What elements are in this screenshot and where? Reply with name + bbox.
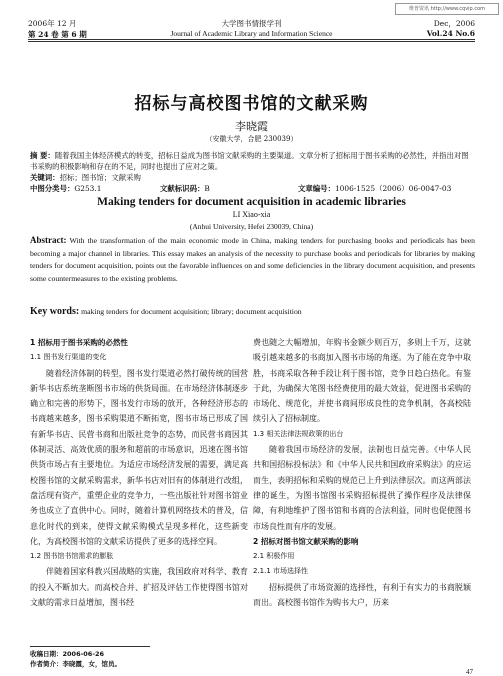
footnote-received xyxy=(30,649,104,658)
body-column-left xyxy=(30,335,248,610)
bio-text: 李晓霞，女，馆员。 xyxy=(62,660,121,668)
body-paragraph: 随着经济体制的转型，图书发行渠道必然打破传统的国营新华书店系统垄断图书市场的供货局面。在市场经济体制逐步确立和完善的形势下，图书发行市场的放开，各种经济形态的书商越来越多，图书采购渠道不断拓宽，图书市场已形成了国有新华书店、民营书商和出版社竞争的态势，而民营书商因其体制灵活、高效优质的服务和超前的市场意识，迅速在图书馆供货市场占有主要地位。为适应市场经济发展的需要，满足高校图书馆的文献采购需求，新华书店对旧有的体制进行改组，盘活现有资产，重塑企业的竞争力，一些出版社针对图书馆业务也成立了直供中心。同时，随着计算机网络技术的普及，信息化时代的到来，使得文献采购模式呈现多样化，这些新变化，为高校图书馆的文献采访提供了更多的选择空间。 xyxy=(30,368,248,546)
english-abstract xyxy=(30,234,475,285)
footnote-rule xyxy=(30,646,150,647)
header-rule xyxy=(28,39,475,42)
article-no-value: 1006-1525（2006）06-0047-03 xyxy=(334,184,452,193)
english-author: LI Xiao-xia xyxy=(232,210,271,219)
footnote-author-bio xyxy=(30,659,121,668)
english-affiliation: (Anhui University, Hefei 230039, China) xyxy=(189,222,314,231)
header-date-en: Dec，2006 xyxy=(433,19,475,28)
clc-value: G253.1 xyxy=(74,184,102,193)
english-keywords xyxy=(30,306,475,317)
doccode-label: 文献标识码： xyxy=(160,184,205,193)
abstract-text: 随着我国主体经济模式的转变，招标日益成为图书馆文献采购的主要渠道。文章分析了招标用于图书采购的必然性，并指出对图书采购的积极影响和存在的不足，同时也提出了应对之策。 xyxy=(30,151,469,171)
article-no-label: 文章编号： xyxy=(298,184,335,193)
received-date: 2006-06-26 xyxy=(62,650,105,658)
doccode-value: B xyxy=(204,184,210,193)
english-abstract-text: With the transformation of the main economic mode in China, making tenders for purchasing books and periodicals has been becoming a major channel in libraries. This essay makes an analysis of the necessity to purchase books and periodicals for libraries by making tenders for document acquisition, points out the favorable influences on and some deficiencies in the library document acquisition, and presents some countermeasures to the existing problems. xyxy=(30,236,475,283)
page-number: 47 xyxy=(466,668,473,676)
section-heading: 2.1.1 市场选择性 xyxy=(253,567,309,576)
author-affiliation: （安徽大学，合肥 230039） xyxy=(205,135,298,143)
author-name: 李晓霞 xyxy=(235,120,268,133)
abstract-cn xyxy=(30,150,475,172)
header-journal-cn: 大学图书情报学刊 xyxy=(221,19,282,28)
body-paragraph: 伴随着国家科教兴国战略的实施，我国政府对科学、教育的投入不断加大。而高校合并、扩招及评估工作使得图书馆对文献的需求日益增加，图书经 xyxy=(30,567,248,608)
body-paragraph: 随着我国市场经济的发展，法制也日益完善。《中华人民共和国招标投标法》和《中华人民共和国政府采购法》的应运而生，表明招标和采购的规范已上升到法律层次。而这两部法律的诞生，为图书馆图书采购招标提供了操作程序及法律保障，有利地维护了图书馆和书商的合法利益，同时也促使图书市场良性而有序的发展。 xyxy=(253,445,471,531)
clc-label: 中图分类号： xyxy=(30,184,75,193)
section-heading: 1 招标用于图书采购的必然性 xyxy=(30,338,128,347)
body-paragraph: 招标提供了市场资源的选择性，有利于有实力的书商脱颖而出。高校图书馆作为购书大户，历来 xyxy=(253,582,471,608)
keywords-cn xyxy=(30,172,475,183)
watermark: 维普资讯 http://www.cqvip.com xyxy=(395,3,499,15)
body-column-right xyxy=(253,335,471,610)
bio-label: 作者简介： xyxy=(30,660,63,668)
english-abstract-label: Abstract: xyxy=(30,235,67,245)
english-keywords-label: Key words: xyxy=(30,306,80,317)
keywords-label: 关键词： xyxy=(30,173,60,182)
header-date-cn: 2006年 12 月 xyxy=(28,19,77,28)
article-title: 招标与高校图书馆的文献采购 xyxy=(134,94,369,114)
header-volume-en: Vol.24 No.6 xyxy=(426,29,475,38)
section-heading: 2.1 积极作用 xyxy=(253,552,295,561)
abstract-label: 摘 要： xyxy=(30,151,55,160)
header-volume-cn: 第 24 卷 第 6 期 xyxy=(28,30,87,39)
header-journal-en: Journal of Academic Library and Information Science xyxy=(170,29,333,38)
section-heading: 1.3 相关法律法规政策的出台 xyxy=(253,429,344,438)
received-label: 收稿日期： xyxy=(30,650,63,658)
body-paragraph: 费也随之大幅增加，年购书金额少则百万，多则上千万，这就吸引越来越多的书商加入图书市场的角逐。为了能在竞争中取胜，书商采取各种手段让利于图书馆，竞争日趋白热化。有鉴于此，为确保大笔图书经费使用的最大效益，促进图书采购的市场化、规范化，并使书商间形成良性的竞争机制，各高校陆续引入了招标制度。 xyxy=(253,338,471,424)
keywords-text: 招标；图书馆；文献采购 xyxy=(59,173,141,182)
section-heading: 2 招标对图书馆文献采购的影响 xyxy=(253,536,359,546)
english-title: Making tenders for document acquisition in academic libraries xyxy=(97,196,406,208)
section-heading: 1.1 图书发行渠道的变化 xyxy=(30,353,107,362)
section-heading: 1.2 图书馆书馆需求的膨胀 xyxy=(30,552,114,561)
english-keywords-text: making tenders for document acquisition; library; document acquisition xyxy=(81,307,302,316)
